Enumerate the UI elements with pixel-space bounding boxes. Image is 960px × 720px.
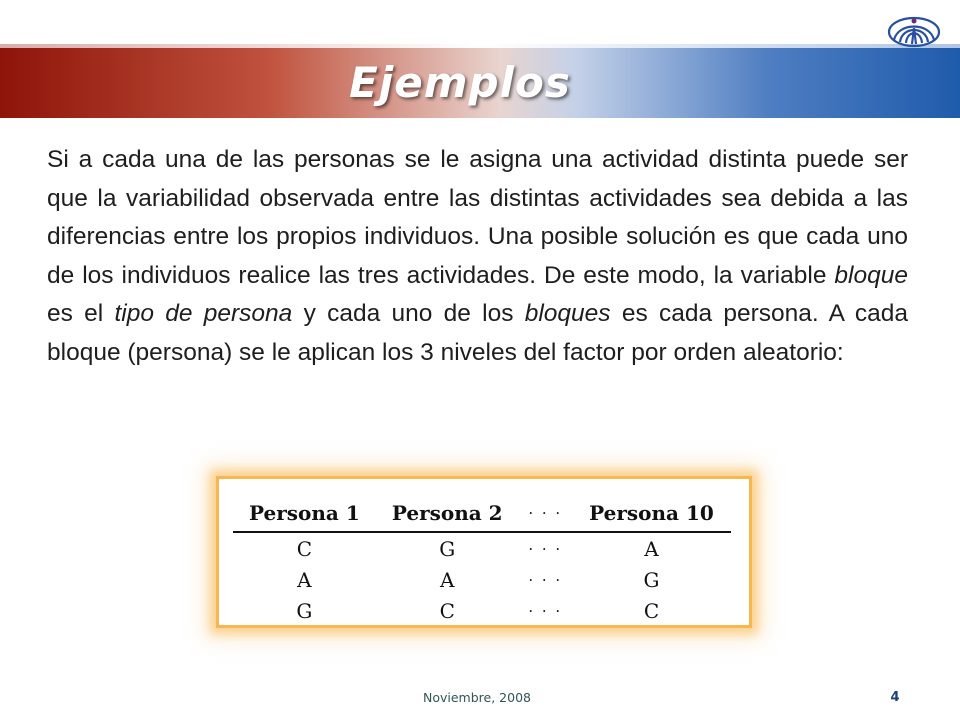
body-paragraph xyxy=(47,141,908,372)
table-cell: A xyxy=(644,536,659,561)
table-header-cell: Persona 1 xyxy=(233,497,376,532)
table-cell: C xyxy=(439,598,455,623)
body-segment: Si a cada una de las personas se le asigna una actividad distinta puede ser que la variabilidad observada entre las distintas actividades sea debida a las diferencias entre los propios individuos. Una posible solución es que cada uno de los individuos realice las tres actividades. De este modo, la variable xyxy=(47,146,908,289)
table-cell-ellipsis: · · · xyxy=(528,539,563,558)
table-cell: G xyxy=(296,598,313,623)
table-cell: C xyxy=(296,536,313,561)
body-segment-italic: bloque xyxy=(834,261,908,289)
table-cell: A xyxy=(439,567,455,592)
table-cell-ellipsis: · · · xyxy=(528,601,563,620)
body-segment: es cada persona. A cada bloque (persona) se le aplican los 3 niveles del factor por orden aleatorio: xyxy=(47,300,909,366)
table-header-cell: Persona 2 xyxy=(376,497,519,532)
body-segment: y cada uno de los xyxy=(292,300,525,327)
slide-title: Ejemplos xyxy=(349,58,571,107)
page-number: 4 xyxy=(890,690,900,705)
table-header-ellipsis: · · · xyxy=(519,497,572,532)
footer-date: Noviembre, 2008 xyxy=(423,690,531,705)
table-cell: A xyxy=(297,567,312,592)
table-cell-ellipsis: · · · xyxy=(528,570,563,589)
block-assignment-table-box xyxy=(216,476,752,628)
table-header-cell: Persona 10 xyxy=(572,497,731,532)
block-assignment-table xyxy=(233,497,731,626)
title-bar xyxy=(0,48,960,118)
table-cell: G xyxy=(439,536,456,561)
table-row xyxy=(233,564,731,595)
body-segment: es el xyxy=(47,300,115,327)
table-row xyxy=(233,595,731,626)
body-segment-italic: bloques xyxy=(524,300,611,327)
table-cell: G xyxy=(643,567,660,592)
table-row xyxy=(233,532,731,564)
body-segment-italic: tipo de persona xyxy=(114,300,293,327)
table-header-row xyxy=(233,497,731,532)
table-cell: C xyxy=(643,598,660,623)
